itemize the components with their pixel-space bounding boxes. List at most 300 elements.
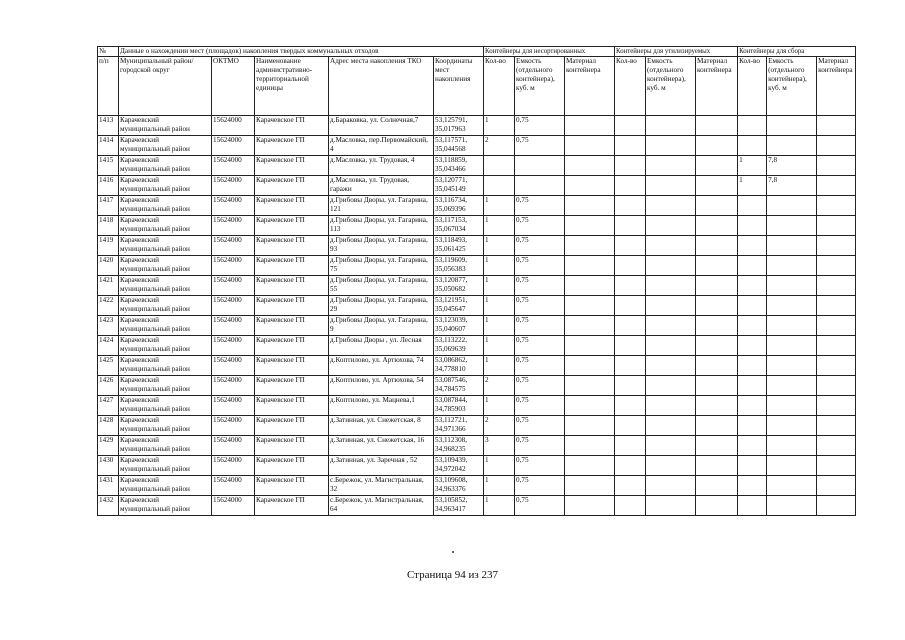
collect-capacity-cell <box>767 416 817 436</box>
unsorted-qty-cell: 1 <box>484 336 515 356</box>
coords-cell: 53,086862, 34,778810 <box>434 356 484 376</box>
collect-material-cell <box>817 456 856 476</box>
unsorted-material-cell <box>565 316 615 336</box>
row-number-cell: 1413 <box>98 116 119 136</box>
collect-qty-cell <box>738 256 767 276</box>
table-row <box>98 476 856 496</box>
unsorted-capacity-cell: 0,75 <box>515 196 565 216</box>
district-cell: Карачевский муниципальный район <box>119 256 212 276</box>
recycle-material-cell <box>696 216 738 236</box>
recycle-material-cell <box>696 376 738 396</box>
unsorted-qty-cell: 2 <box>484 136 515 156</box>
collect-capacity-cell <box>767 236 817 256</box>
row-number-cell: 1419 <box>98 236 119 256</box>
table-row <box>98 376 856 396</box>
district-cell: Карачевский муниципальный район <box>119 276 212 296</box>
collect-capacity-cell: 7,8 <box>767 176 817 196</box>
address-cell: д.Грибовы Дворы, ул. Гагарина, 29 <box>329 296 434 316</box>
unsorted-capacity-cell <box>515 156 565 176</box>
collect-capacity-cell <box>767 476 817 496</box>
oktmo-cell: 15624000 <box>212 116 255 136</box>
collect-qty-cell <box>738 196 767 216</box>
admin-unit-cell: Карачевское ГП <box>255 436 329 456</box>
unsorted-qty-cell: 3 <box>484 436 515 456</box>
collect-material-cell <box>817 416 856 436</box>
collect-capacity-cell <box>767 456 817 476</box>
collect-qty-cell <box>738 136 767 156</box>
unsorted-qty-cell: 1 <box>484 256 515 276</box>
address-cell: д.Грибовы Дворы, ул. Гагарина, 93 <box>329 236 434 256</box>
coords-cell: 53,109608, 34,963376 <box>434 476 484 496</box>
collect-material-cell <box>817 296 856 316</box>
address-cell: д.Затинная, ул. Снежетская, 8 <box>329 416 434 436</box>
unsorted-qty-cell: 1 <box>484 496 515 516</box>
unsorted-capacity-cell: 0,75 <box>515 496 565 516</box>
unsorted-material-cell <box>565 296 615 316</box>
recycle-material-cell <box>696 496 738 516</box>
admin-unit-cell: Карачевское ГП <box>255 396 329 416</box>
coords-cell: 53,112308, 34,968235 <box>434 436 484 456</box>
collect-material-cell <box>817 256 856 276</box>
coords-cell: 53,112721, 34,971366 <box>434 416 484 436</box>
table-row <box>98 136 856 156</box>
row-number-cell: 1420 <box>98 256 119 276</box>
header-collect-capacity: Емкость (отдельного контейнера), куб. м <box>767 57 817 116</box>
admin-unit-cell: Карачевское ГП <box>255 276 329 296</box>
unsorted-capacity-cell: 0,75 <box>515 116 565 136</box>
oktmo-cell: 15624000 <box>212 176 255 196</box>
admin-unit-cell: Карачевское ГП <box>255 476 329 496</box>
unsorted-qty-cell: 1 <box>484 296 515 316</box>
header-columns-row <box>98 57 856 116</box>
recycle-capacity-cell <box>646 376 696 396</box>
admin-unit-cell: Карачевское ГП <box>255 176 329 196</box>
recycle-qty-cell <box>615 196 646 216</box>
unsorted-material-cell <box>565 216 615 236</box>
recycle-material-cell <box>696 196 738 216</box>
row-number-cell: 1430 <box>98 456 119 476</box>
admin-unit-cell: Карачевское ГП <box>255 116 329 136</box>
recycle-capacity-cell <box>646 476 696 496</box>
district-cell: Карачевский муниципальный район <box>119 116 212 136</box>
address-cell: д.Коптилово, ул. Артюхова, 54 <box>329 376 434 396</box>
unsorted-capacity-cell: 0,75 <box>515 456 565 476</box>
collect-qty-cell <box>738 476 767 496</box>
header-recycle-material: Материал контейнера <box>696 57 738 116</box>
collect-capacity-cell <box>767 396 817 416</box>
address-cell: д.Грибовы Дворы, ул. Гагарина, 9 <box>329 316 434 336</box>
recycle-qty-cell <box>615 436 646 456</box>
unsorted-material-cell <box>565 376 615 396</box>
recycle-qty-cell <box>615 476 646 496</box>
unsorted-qty-cell: 1 <box>484 216 515 236</box>
unsorted-qty-cell <box>484 156 515 176</box>
collect-qty-cell <box>738 496 767 516</box>
table-row <box>98 236 856 256</box>
collect-capacity-cell <box>767 116 817 136</box>
row-number-cell: 1432 <box>98 496 119 516</box>
recycle-qty-cell <box>615 116 646 136</box>
recycle-capacity-cell <box>646 356 696 376</box>
district-cell: Карачевский муниципальный район <box>119 376 212 396</box>
recycle-capacity-cell <box>646 156 696 176</box>
recycle-capacity-cell <box>646 336 696 356</box>
table-row <box>98 456 856 476</box>
row-number-cell: 1416 <box>98 176 119 196</box>
collect-capacity-cell <box>767 436 817 456</box>
recycle-qty-cell <box>615 416 646 436</box>
admin-unit-cell: Карачевское ГП <box>255 136 329 156</box>
waste-sites-table-sheet <box>97 46 856 516</box>
unsorted-capacity-cell: 0,75 <box>515 436 565 456</box>
address-cell: д.Затинная, ул. Заречная , 52 <box>329 456 434 476</box>
coords-cell: 53,118493, 35,061425 <box>434 236 484 256</box>
address-cell: д.Грибовы Дворы, ул. Гагарина, 121 <box>329 196 434 216</box>
unsorted-capacity-cell: 0,75 <box>515 236 565 256</box>
row-number-cell: 1422 <box>98 296 119 316</box>
table-row <box>98 436 856 456</box>
recycle-capacity-cell <box>646 436 696 456</box>
collect-material-cell <box>817 396 856 416</box>
collect-capacity-cell <box>767 356 817 376</box>
recycle-material-cell <box>696 396 738 416</box>
collect-material-cell <box>817 476 856 496</box>
district-cell: Карачевский муниципальный район <box>119 136 212 156</box>
oktmo-cell: 15624000 <box>212 396 255 416</box>
collect-capacity-cell <box>767 496 817 516</box>
coords-cell: 53,117153, 35,067034 <box>434 216 484 236</box>
table-row <box>98 496 856 516</box>
row-number-cell: 1415 <box>98 156 119 176</box>
coords-cell: 53,117571, 35,044568 <box>434 136 484 156</box>
coords-cell: 53,118859, 35,043466 <box>434 156 484 176</box>
collect-qty-cell <box>738 456 767 476</box>
recycle-capacity-cell <box>646 256 696 276</box>
oktmo-cell: 15624000 <box>212 356 255 376</box>
admin-unit-cell: Карачевское ГП <box>255 316 329 336</box>
unsorted-material-cell <box>565 156 615 176</box>
unsorted-capacity-cell <box>515 176 565 196</box>
recycle-capacity-cell <box>646 176 696 196</box>
collect-qty-cell <box>738 116 767 136</box>
collect-qty-cell <box>738 376 767 396</box>
table-row <box>98 296 856 316</box>
header-collect-material: Материал контейнера <box>817 57 856 116</box>
district-cell: Карачевский муниципальный район <box>119 156 212 176</box>
unsorted-material-cell <box>565 136 615 156</box>
collect-material-cell <box>817 276 856 296</box>
recycle-material-cell <box>696 236 738 256</box>
unsorted-capacity-cell: 0,75 <box>515 216 565 236</box>
district-cell: Карачевский муниципальный район <box>119 236 212 256</box>
unsorted-capacity-cell: 0,75 <box>515 316 565 336</box>
collect-material-cell <box>817 376 856 396</box>
coords-cell: 53,113222, 35,069639 <box>434 336 484 356</box>
unsorted-qty-cell: 1 <box>484 356 515 376</box>
admin-unit-cell: Карачевское ГП <box>255 456 329 476</box>
collect-capacity-cell <box>767 196 817 216</box>
recycle-capacity-cell <box>646 416 696 436</box>
district-cell: Карачевский муниципальный район <box>119 476 212 496</box>
unsorted-material-cell <box>565 356 615 376</box>
header-recycle-group: Контейнеры для утилизируемых <box>615 47 738 57</box>
row-number-cell: 1425 <box>98 356 119 376</box>
recycle-capacity-cell <box>646 316 696 336</box>
header-no: № <box>98 47 119 57</box>
unsorted-qty-cell: 2 <box>484 376 515 396</box>
header-district: Муниципальный район/городской округ <box>119 57 212 116</box>
recycle-qty-cell <box>615 176 646 196</box>
collect-material-cell <box>817 176 856 196</box>
unsorted-material-cell <box>565 456 615 476</box>
table-row <box>98 356 856 376</box>
recycle-material-cell <box>696 316 738 336</box>
recycle-qty-cell <box>615 156 646 176</box>
collect-material-cell <box>817 436 856 456</box>
table-row <box>98 416 856 436</box>
collect-capacity-cell <box>767 296 817 316</box>
address-cell: с.Бережок, ул. Магистральная, 64 <box>329 496 434 516</box>
recycle-material-cell <box>696 176 738 196</box>
collect-qty-cell: 1 <box>738 176 767 196</box>
recycle-capacity-cell <box>646 116 696 136</box>
recycle-material-cell <box>696 336 738 356</box>
unsorted-capacity-cell: 0,75 <box>515 276 565 296</box>
recycle-material-cell <box>696 476 738 496</box>
scan-mark <box>452 551 454 553</box>
oktmo-cell: 15624000 <box>212 136 255 156</box>
unsorted-material-cell <box>565 196 615 216</box>
recycle-capacity-cell <box>646 236 696 256</box>
admin-unit-cell: Карачевское ГП <box>255 216 329 236</box>
unsorted-qty-cell: 1 <box>484 276 515 296</box>
collect-material-cell <box>817 336 856 356</box>
collect-qty-cell <box>738 416 767 436</box>
table-row <box>98 176 856 196</box>
table-row <box>98 196 856 216</box>
admin-unit-cell: Карачевское ГП <box>255 236 329 256</box>
unsorted-material-cell <box>565 476 615 496</box>
recycle-qty-cell <box>615 496 646 516</box>
oktmo-cell: 15624000 <box>212 416 255 436</box>
row-number-cell: 1428 <box>98 416 119 436</box>
address-cell: д.Грибовы Дворы, ул. Гагарина, 113 <box>329 216 434 236</box>
collect-material-cell <box>817 236 856 256</box>
unsorted-capacity-cell: 0,75 <box>515 356 565 376</box>
row-number-cell: 1429 <box>98 436 119 456</box>
unsorted-capacity-cell: 0,75 <box>515 376 565 396</box>
oktmo-cell: 15624000 <box>212 436 255 456</box>
recycle-material-cell <box>696 256 738 276</box>
collect-qty-cell <box>738 236 767 256</box>
unsorted-material-cell <box>565 496 615 516</box>
admin-unit-cell: Карачевское ГП <box>255 376 329 396</box>
collect-qty-cell <box>738 436 767 456</box>
collect-material-cell <box>817 136 856 156</box>
unsorted-capacity-cell: 0,75 <box>515 296 565 316</box>
recycle-capacity-cell <box>646 276 696 296</box>
admin-unit-cell: Карачевское ГП <box>255 156 329 176</box>
header-recycle-qty: Кол-во <box>615 57 646 116</box>
unsorted-material-cell <box>565 276 615 296</box>
unsorted-qty-cell: 1 <box>484 476 515 496</box>
oktmo-cell: 15624000 <box>212 476 255 496</box>
recycle-material-cell <box>696 456 738 476</box>
unsorted-qty-cell: 1 <box>484 456 515 476</box>
recycle-material-cell <box>696 436 738 456</box>
unsorted-qty-cell <box>484 176 515 196</box>
oktmo-cell: 15624000 <box>212 216 255 236</box>
header-group-row <box>98 47 856 57</box>
collect-material-cell <box>817 496 856 516</box>
recycle-material-cell <box>696 156 738 176</box>
table-row <box>98 116 856 136</box>
collect-capacity-cell <box>767 376 817 396</box>
waste-sites-table <box>97 46 856 516</box>
recycle-qty-cell <box>615 336 646 356</box>
table-row <box>98 216 856 236</box>
recycle-qty-cell <box>615 136 646 156</box>
row-number-cell: 1424 <box>98 336 119 356</box>
recycle-material-cell <box>696 416 738 436</box>
recycle-material-cell <box>696 136 738 156</box>
collect-material-cell <box>817 196 856 216</box>
header-unsorted-material: Материал контейнера <box>565 57 615 116</box>
unsorted-capacity-cell: 0,75 <box>515 396 565 416</box>
oktmo-cell: 15624000 <box>212 296 255 316</box>
table-row <box>98 336 856 356</box>
header-coords: Координаты мест накопления <box>434 57 484 116</box>
admin-unit-cell: Карачевское ГП <box>255 196 329 216</box>
unsorted-qty-cell: 1 <box>484 236 515 256</box>
recycle-qty-cell <box>615 376 646 396</box>
table-row <box>98 256 856 276</box>
address-cell: д.Коптилово, ул. Мацнева,1 <box>329 396 434 416</box>
coords-cell: 53,123039, 35,040607 <box>434 316 484 336</box>
recycle-qty-cell <box>615 256 646 276</box>
collect-material-cell <box>817 216 856 236</box>
header-oktmo: ОКТМО <box>212 57 255 116</box>
unsorted-material-cell <box>565 336 615 356</box>
row-number-cell: 1421 <box>98 276 119 296</box>
unsorted-capacity-cell: 0,75 <box>515 416 565 436</box>
recycle-capacity-cell <box>646 296 696 316</box>
collect-material-cell <box>817 356 856 376</box>
coords-cell: 53,119609, 35,056383 <box>434 256 484 276</box>
recycle-material-cell <box>696 296 738 316</box>
coords-cell: 53,105852, 34,963417 <box>434 496 484 516</box>
recycle-qty-cell <box>615 296 646 316</box>
recycle-capacity-cell <box>646 196 696 216</box>
district-cell: Карачевский муниципальный район <box>119 416 212 436</box>
district-cell: Карачевский муниципальный район <box>119 296 212 316</box>
header-data-group: Данные о нахождении мест (площадок) накопления твердых коммунальных отходов <box>119 47 484 57</box>
unsorted-capacity-cell: 0,75 <box>515 256 565 276</box>
unsorted-qty-cell: 1 <box>484 196 515 216</box>
admin-unit-cell: Карачевское ГП <box>255 416 329 436</box>
unsorted-material-cell <box>565 396 615 416</box>
recycle-capacity-cell <box>646 396 696 416</box>
collect-material-cell <box>817 316 856 336</box>
unsorted-capacity-cell: 0,75 <box>515 336 565 356</box>
district-cell: Карачевский муниципальный район <box>119 356 212 376</box>
district-cell: Карачевский муниципальный район <box>119 176 212 196</box>
table-row <box>98 316 856 336</box>
header-unsorted-capacity: Емкость (отдельного контейнера), куб. м <box>515 57 565 116</box>
collect-qty-cell <box>738 356 767 376</box>
collect-material-cell <box>817 156 856 176</box>
collect-qty-cell: 1 <box>738 156 767 176</box>
unsorted-qty-cell: 1 <box>484 116 515 136</box>
unsorted-capacity-cell: 0,75 <box>515 136 565 156</box>
coords-cell: 53,120771, 35,045149 <box>434 176 484 196</box>
row-number-cell: 1426 <box>98 376 119 396</box>
address-cell: д.Масловка, пер.Первомайский, 4 <box>329 136 434 156</box>
recycle-capacity-cell <box>646 136 696 156</box>
row-number-cell: 1423 <box>98 316 119 336</box>
row-number-cell: 1418 <box>98 216 119 236</box>
collect-capacity-cell: 7,8 <box>767 156 817 176</box>
collect-capacity-cell <box>767 276 817 296</box>
row-number-cell: 1427 <box>98 396 119 416</box>
collect-capacity-cell <box>767 336 817 356</box>
recycle-capacity-cell <box>646 216 696 236</box>
table-row <box>98 396 856 416</box>
admin-unit-cell: Карачевское ГП <box>255 336 329 356</box>
district-cell: Карачевский муниципальный район <box>119 196 212 216</box>
admin-unit-cell: Карачевское ГП <box>255 356 329 376</box>
address-cell: д.Затинная, ул. Снежетская, 16 <box>329 436 434 456</box>
row-number-cell: 1414 <box>98 136 119 156</box>
address-cell: д.Грибовы Дворы, ул. Гагарина, 55 <box>329 276 434 296</box>
header-unsorted-qty: Кол-во <box>484 57 515 116</box>
district-cell: Карачевский муниципальный район <box>119 316 212 336</box>
header-np: п/п <box>98 57 119 116</box>
recycle-qty-cell <box>615 456 646 476</box>
table-row <box>98 276 856 296</box>
oktmo-cell: 15624000 <box>212 376 255 396</box>
collect-qty-cell <box>738 316 767 336</box>
collect-material-cell <box>817 116 856 136</box>
unsorted-qty-cell: 1 <box>484 316 515 336</box>
address-cell: д.Бараковка, ул. Солнечная,7 <box>329 116 434 136</box>
district-cell: Карачевский муниципальный район <box>119 216 212 236</box>
address-cell: д.Масловка, ул. Трудовая, 4 <box>329 156 434 176</box>
recycle-qty-cell <box>615 316 646 336</box>
oktmo-cell: 15624000 <box>212 196 255 216</box>
collect-capacity-cell <box>767 136 817 156</box>
recycle-material-cell <box>696 116 738 136</box>
unsorted-material-cell <box>565 416 615 436</box>
row-number-cell: 1417 <box>98 196 119 216</box>
header-admin-unit: Наименование административно-территориальной единицы <box>255 57 329 116</box>
unsorted-capacity-cell: 0,75 <box>515 476 565 496</box>
recycle-qty-cell <box>615 356 646 376</box>
table-row <box>98 156 856 176</box>
recycle-material-cell <box>696 356 738 376</box>
coords-cell: 53,116734, 35,069396 <box>434 196 484 216</box>
address-cell: д.Масловка, ул. Трудовая, гаражи <box>329 176 434 196</box>
coords-cell: 53,087546, 34,784575 <box>434 376 484 396</box>
address-cell: д.Грибовы Дворы, ул. Гагарина, 75 <box>329 256 434 276</box>
district-cell: Карачевский муниципальный район <box>119 396 212 416</box>
recycle-qty-cell <box>615 396 646 416</box>
header-unsorted-group: Контейнеры для несортированных <box>484 47 615 57</box>
collect-capacity-cell <box>767 316 817 336</box>
oktmo-cell: 15624000 <box>212 276 255 296</box>
recycle-qty-cell <box>615 276 646 296</box>
oktmo-cell: 15624000 <box>212 156 255 176</box>
